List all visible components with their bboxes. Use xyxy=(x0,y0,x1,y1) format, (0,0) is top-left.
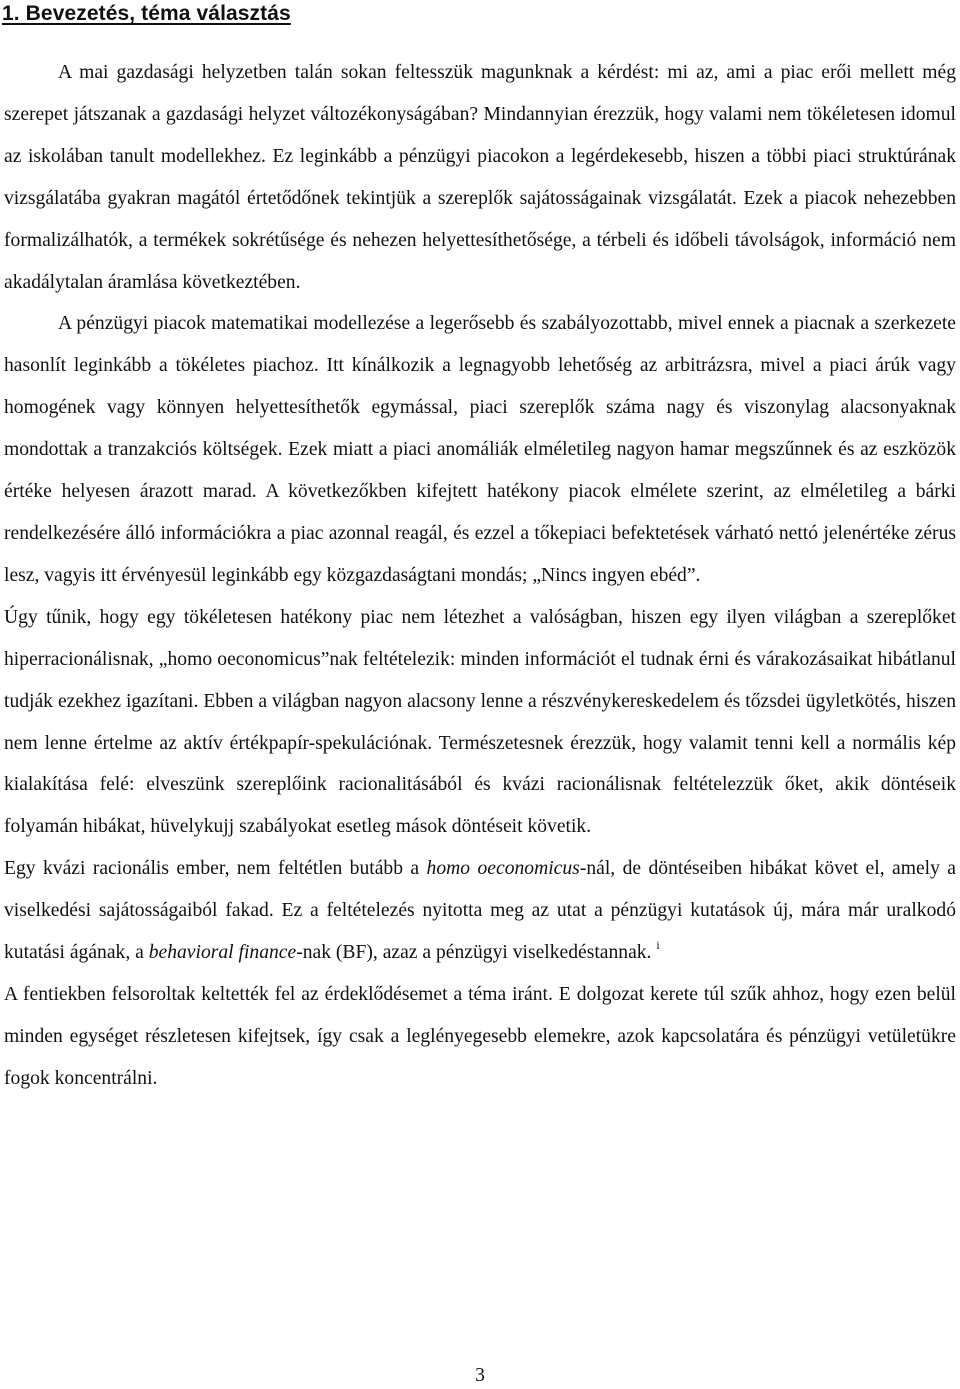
paragraph-intro: A mai gazdasági helyzetben talán sokan feltesszük magunknak a kérdést: mi az, ami a piac erői mellett még szerepet játszanak a gazdasági helyzet változékonyságában? Mindannyian érezzük, hogy valami nem tökéletesen idomul az iskolában tanult modellekhez. Ez leginkább a pénzügyi piacokon a legérdekesebb, hiszen a többi piaci struktúrának vizsgálatába gyakran magától értetődőnek tekintjük a szereplők sajátosságainak vizsgálatát. Ezek a piacok nehezebben formalizálhatók, a termékek sokrétűsége és nehezen helyettesíthetősége, a térbeli és időbeli távolságok, információ nem akadálytalan áramlása következtében. xyxy=(4,62,956,293)
paragraph-quasi-rational-text-3: -nak (BF), azaz a pénzügyi viselkedéstannak. xyxy=(296,942,652,964)
term-homo-oeconomicus: homo oeconomicus xyxy=(426,858,580,880)
paragraph-financial-markets: A pénzügyi piacok matematikai modellezése a legerősebb és szabályozottabb, mivel ennek a piacnak a szerkezete hasonlít leginkább a tökéletes piachoz. Itt kínálkozik a legnagyobb lehetőség az arbitrázsra, mivel a piaci árúk vagy homogének vagy könnyen helyettesíthetők egymással, piaci szereplők száma nagy és viszonylag alacsonyaknak mondottak a tranzakciós költségek. Ezek miatt a piaci anomáliák elméletileg nagyon hamar megszűnnek és az eszközök értéke helyesen árazott marad. A következőkben kifejtett hatékony piacok elmélete szerint, az elméletileg a bárki rendelkezésére álló információkra a piac azonnal reagál, és ezzel a tőkepiaci befektetések várható nettó jelenértéke zérus lesz, vagyis itt érvényesül leginkább egy közgazdaságtani mondás; „Nincs ingyen ebéd”. xyxy=(4,313,956,586)
paragraph-quasi-rational-text-1: Egy kvázi racionális ember, nem feltétlen butább a xyxy=(4,858,427,880)
footnote-marker[interactable]: i xyxy=(656,938,660,953)
paragraph-quasi-rational-text-2: -nál, de döntéseiben hibákat követ el, amely a viselkedési sajátosságaiból fakad. Ez a feltételezés nyitotta meg az utat a pénzügyi kutatások új, mára már uralkodó kutatási ágának, a xyxy=(4,858,957,964)
page-number: 3 xyxy=(475,1365,485,1386)
term-behavioral-finance: behavioral finance xyxy=(148,942,297,964)
paragraph-quasi-rational xyxy=(4,848,956,974)
section-heading: 1. Bevezetés, téma választás xyxy=(2,2,291,25)
body-text xyxy=(4,52,956,1100)
paragraph-motivation: A fentiekben felsoroltak keltették fel az érdeklődésemet a téma iránt. E dolgozat kerete túl szűk ahhoz, hogy ezen belül minden egységet részletesen kifejtsek, így csak a leglényegesebb elemekre, azok kapcsolatára és pénzügyi vetületükre fogok koncentrálni. xyxy=(4,983,956,1089)
paragraph-efficient-market: Úgy tűnik, hogy egy tökéletesen hatékony piac nem létezhet a valóságban, hiszen egy ilyen világban a szereplőket hiperracionálisnak, „homo oeconomicus”nak feltételezik: minden információt el tudnak érni és várakozásaikat hibátlanul tudják ezekhez igazítani. Ebben a világban nagyon alacsony lenne a részvénykereskedelem és tőzsdei ügyletkötés, hiszen nem lenne értelme az aktív értékpapír-spekulációnak. Természetesnek érezzük, hogy valamit tenni kell a normális kép kialakítása felé: elveszünk szereplőink racionalitásából és kvázi racionálisnak feltételezzük őket, akik döntéseik folyamán hibákat, hüvelykujj szabályokat esetleg mások döntéseit követik. xyxy=(4,606,956,838)
